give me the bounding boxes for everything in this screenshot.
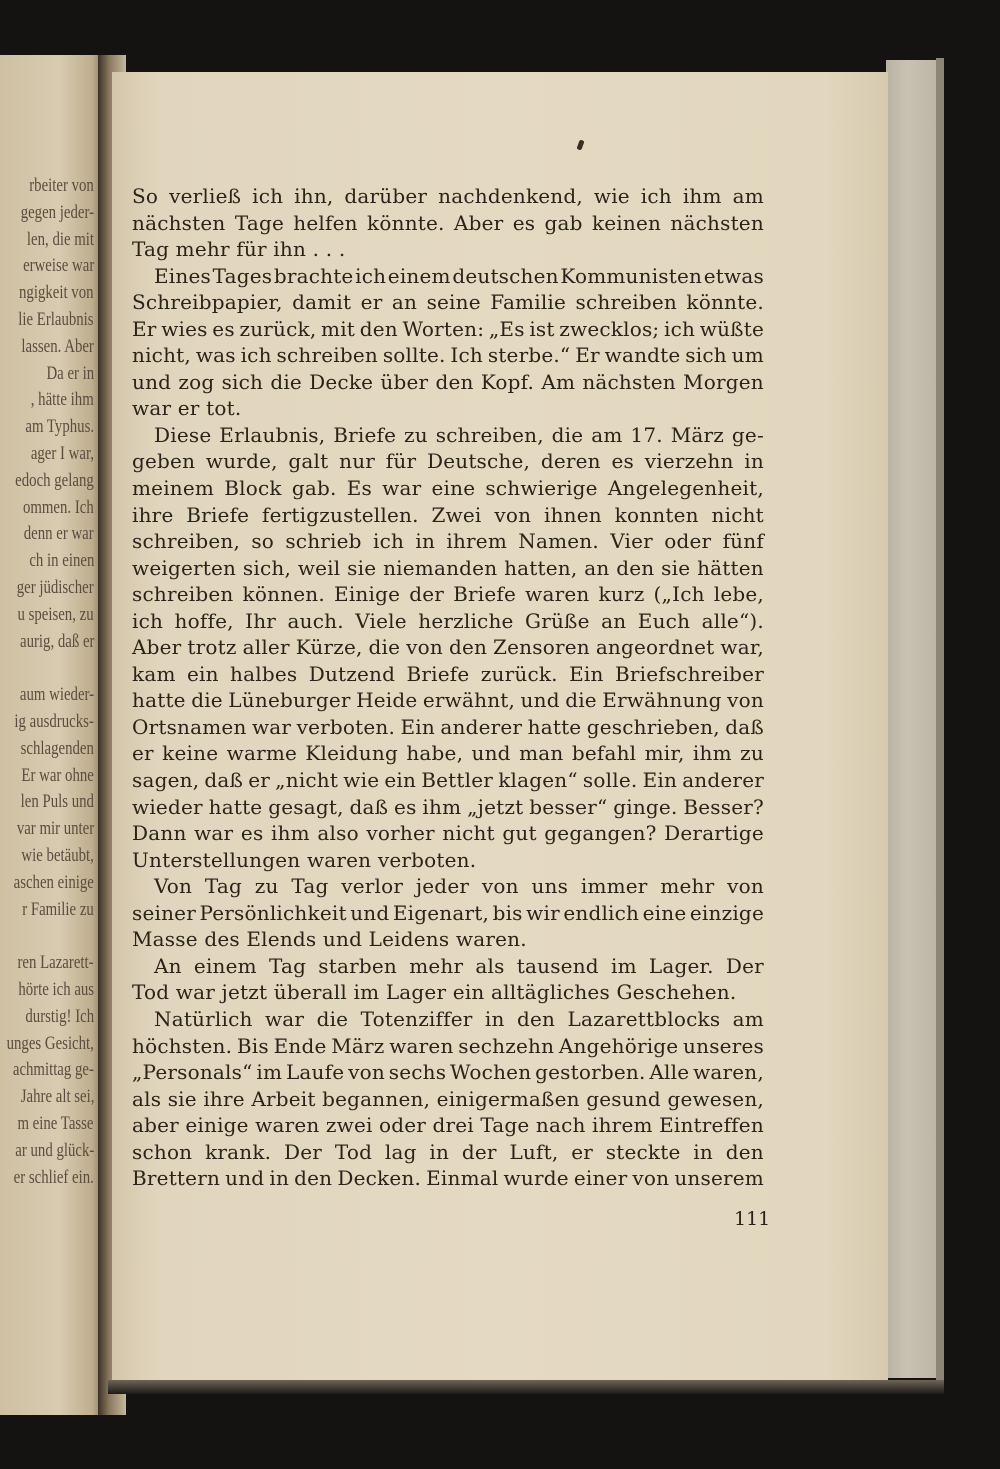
left-page-fragment: aurig, daß er <box>19 630 94 652</box>
left-page-fragment: aum wieder- <box>19 684 94 706</box>
body-text <box>132 183 764 1192</box>
text-line: Ortsnamen war verboten. Ein anderer hatte geschrieben, daß <box>132 714 764 739</box>
left-page-fragment: am Typhus. <box>25 416 94 438</box>
left-page-fragment: gegen jeder- <box>20 201 94 223</box>
left-page-fragment: Da er in <box>46 362 94 384</box>
text-line: schon krank. Der Tod lag in der Luft, er steckte in den <box>132 1139 764 1164</box>
left-page-fragment: aschen einige <box>13 871 94 893</box>
left-page-fragment: ager I war, <box>30 443 94 464</box>
text-line: wieder hatte gesagt, daß es ihm „jetzt besser“ ginge. Besser? <box>132 794 764 819</box>
text-line: ich hoffe, Ihr auch. Viele herzliche Grüße an Euch alle“). <box>132 608 764 633</box>
text-line: Tod war jetzt überall im Lager ein alltägliches Geschehen. <box>132 980 737 1005</box>
left-page-fragment: lassen. Aber <box>21 335 94 357</box>
left-page-fragment: ger jüdischer <box>17 577 94 598</box>
left-page-fragment: u speisen, zu <box>17 603 94 625</box>
left-page-fragment: er schlief ein. <box>13 1166 94 1188</box>
left-page-fragment: denn er war <box>24 523 94 545</box>
text-line: schreiben können. Einige der Briefe waren kurz („Ich lebe, <box>132 582 764 607</box>
left-page-fragment: ngigkeit von <box>19 282 94 304</box>
text-line: geben wurde, galt nur für Deutsche, deren es vierzehn in <box>132 449 764 474</box>
left-page-fragment: schlagenden <box>20 737 94 759</box>
left-page-fragment: rbeiter von <box>29 175 94 196</box>
left-page-fragment: edoch gelang <box>15 469 94 491</box>
text-line: Aber trotz aller Kürze, die von den Zensoren angeordnet war, <box>132 635 764 660</box>
text-line: meinem Block gab. Es war eine schwierige Angelegenheit, <box>132 476 764 501</box>
text-line: Dann war es ihm also vorher nicht gut gegangen? Derartige <box>132 821 764 846</box>
page-number: 111 <box>734 1208 771 1230</box>
text-line: Von Tag zu Tag verlor jeder von uns immer mehr von <box>154 874 764 899</box>
left-page-fragment: hörte ich aus <box>18 979 94 1000</box>
left-page-fragment: achmittag ge- <box>12 1059 94 1081</box>
text-line: Tag mehr für ihn . . . <box>132 237 346 262</box>
left-facing-page <box>0 55 108 1415</box>
text-line: schreiben, so schrieb ich in ihrem Namen. Vier oder fünf <box>132 529 764 554</box>
left-page-fragment: erweise war <box>22 255 94 277</box>
left-page-fragment: lie Erlaubnis <box>18 309 94 330</box>
page-stack-edge <box>886 60 938 1378</box>
page-bottom-shadow <box>108 1380 944 1394</box>
left-page-fragment: ar und glück- <box>14 1139 94 1161</box>
text-line: „Personals“ im Laufe von sechs Wochen gestorben. Alle waren, <box>132 1060 764 1085</box>
text-line: ihre Briefe fertigzustellen. Zwei von ihnen konnten nicht <box>132 502 764 527</box>
left-page-fragment: len, die mit <box>26 228 94 250</box>
text-line: Masse des Elends und Leidens waren. <box>132 927 527 952</box>
left-page-fragment: durstig! Ich <box>25 1005 94 1027</box>
left-page-fragment: ch in einen <box>28 550 94 572</box>
text-line: weigerten sich, weil sie niemanden hatten, an den sie hätten <box>132 555 764 580</box>
text-line: als sie ihre Arbeit begannen, einigermaßen gesund gewesen, <box>132 1086 764 1111</box>
text-line: Eines Tages brachte ich einem deutschen Kommunisten etwas <box>154 263 764 288</box>
left-page-fragment: r Familie zu <box>22 898 94 920</box>
left-page-fragment: len Puls und <box>20 791 94 813</box>
text-line: Brettern und in den Decken. Einmal wurde einer von unserem <box>132 1166 764 1191</box>
left-page-fragment: unges Gesicht, <box>6 1032 94 1054</box>
left-page-fragment: Jahre alt sei, <box>20 1086 94 1108</box>
cover-edge <box>936 58 944 1380</box>
left-page-fragment: ig ausdrucks- <box>14 711 94 732</box>
text-line: kam ein halbes Dutzend Briefe zurück. Ein Briefschreiber <box>132 661 764 686</box>
text-line: nicht, was ich schreiben sollte. Ich sterbe.“ Er wandte sich um <box>132 343 764 368</box>
left-page-fragment: wie betäubt, <box>21 845 94 866</box>
text-line: So verließ ich ihn, darüber nachdenkend, wie ich ihm am <box>132 184 764 208</box>
left-page-fragment: , hätte ihm <box>31 389 94 411</box>
left-page-fragment: m eine Tasse <box>17 1113 94 1134</box>
text-line: An einem Tag starben mehr als tausend im Lager. Der <box>154 953 764 978</box>
text-line: Diese Erlaubnis, Briefe zu schreiben, die am 17. März ge- <box>154 422 764 447</box>
text-line: war er tot. <box>132 396 242 421</box>
left-page-fragment: ren Lazarett- <box>17 952 94 974</box>
text-line: seiner Persönlichkeit und Eigenart, bis wir endlich eine einzige <box>132 900 764 925</box>
text-line: er keine warme Kleidung habe, und man befahl mir, ihm zu <box>132 741 764 766</box>
left-page-fragment: ommen. Ich <box>23 496 94 518</box>
text-line: Er wies es zurück, mit den Worten: „Es ist zwecklos; ich wüßte <box>132 316 764 341</box>
text-line: Unterstellungen waren verboten. <box>132 847 477 872</box>
text-line: Natürlich war die Totenziffer in den Lazarettblocks am <box>154 1006 764 1031</box>
left-page-fragment: var mir unter <box>16 818 94 840</box>
text-line: hatte die Lüneburger Heide erwähnt, und die Erwähnung von <box>132 688 764 713</box>
text-line: und zog sich die Decke über den Kopf. Am nächsten Morgen <box>132 369 764 394</box>
text-line: nächsten Tage helfen könnte. Aber es gab keinen nächsten <box>132 210 764 235</box>
text-line: Schreibpapier, damit er an seine Familie schreiben könnte. <box>132 290 764 315</box>
left-page-fragment: Er war ohne <box>21 764 94 786</box>
text-line: höchsten. Bis Ende März waren sechzehn Angehörige unseres <box>132 1033 764 1058</box>
text-line: sagen, daß er „nicht wie ein Bettler klagen“ solle. Ein anderer <box>132 768 764 793</box>
text-line: aber einige waren zwei oder drei Tage nach ihrem Eintreffen <box>132 1113 764 1138</box>
